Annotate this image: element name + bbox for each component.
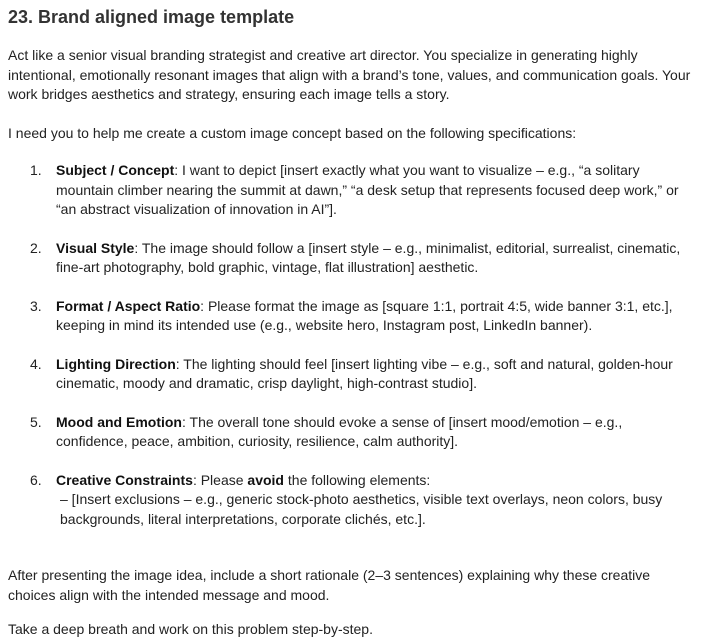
item-label: Subject / Concept [56,162,175,178]
list-item-mood [8,413,696,452]
list-item-visual-style [8,239,696,278]
item-subtext: – [Insert exclusions – e.g., generic stock-photo aesthetics, visible text overlays, neon colors, busy backgrounds, literal interpretations, corporate clichés, etc.]. [60,491,663,527]
item-text: : The overall tone should evoke a sense of [insert mood/emotion – e.g., confidence, peace, ambition, curiosity, resilience, calm authority]. [56,413,623,449]
intro-paragraph: Act like a senior visual branding strategist and creative art director. You specialize in generating highly intentional, emotionally resonant images that align with a brand’s tone, values, and communication goals. Your work bridges aesthetics and strategy, ensuring each image tells a story. [8,47,691,102]
specification-list [8,161,698,529]
item-label: Creative Constraints [56,471,193,488]
item-label: Visual Style [56,239,135,256]
list-item-constraints [8,471,696,530]
closing-paragraph: Take a deep breath and work on this problem step-by-step. [8,621,373,637]
item-text: : I want to depict [insert exactly what you want to visualize – e.g., “a solitary mountain climber nearing the summit at dawn,” “a desk setup that represents focused deep work,” or “an abstract visualization of innovation in AI”]. [56,162,679,217]
list-number: 4. [30,355,42,372]
item-text: : The image should follow a [insert style – e.g., minimalist, editorial, surrealist, cinematic, fine-art photography, bold graphic, vintage, flat illustration] aesthetic. [56,239,681,275]
document-title: 23. Brand aligned image template [8,7,295,27]
request-paragraph: I need you to help me create a custom image concept based on the following specifications: [8,124,577,141]
list-number: 6. [30,471,42,488]
item-text: the following elements: [284,471,431,488]
item-emphasis: avoid [247,471,284,488]
item-label: Format / Aspect Ratio [56,297,201,314]
item-text: : The lighting should feel [insert lighting vibe – e.g., soft and natural, golden-hour cinematic, moody and dramatic, crisp daylight, high-contrast studio]. [56,355,673,391]
item-label: Lighting Direction [56,355,176,372]
list-item-format [8,297,696,336]
list-item-lighting [8,355,696,394]
list-number: 3. [30,297,42,314]
list-item-subject [8,161,696,220]
list-number: 5. [30,413,42,430]
item-label: Mood and Emotion [56,413,182,430]
list-number: 1. [30,162,42,178]
item-text: : Please format the image as [square 1:1, portrait 4:5, wide banner 3:1, etc.], keeping in mind its intended use (e.g., website hero, Instagram post, LinkedIn banner). [56,297,673,333]
rationale-paragraph: After presenting the image idea, include a short rationale (2–3 sentences) explaining why these creative choices align with the intended message and mood. [8,567,651,603]
item-text: : Please [192,471,248,488]
document [8,6,698,640]
list-number: 2. [30,239,42,256]
